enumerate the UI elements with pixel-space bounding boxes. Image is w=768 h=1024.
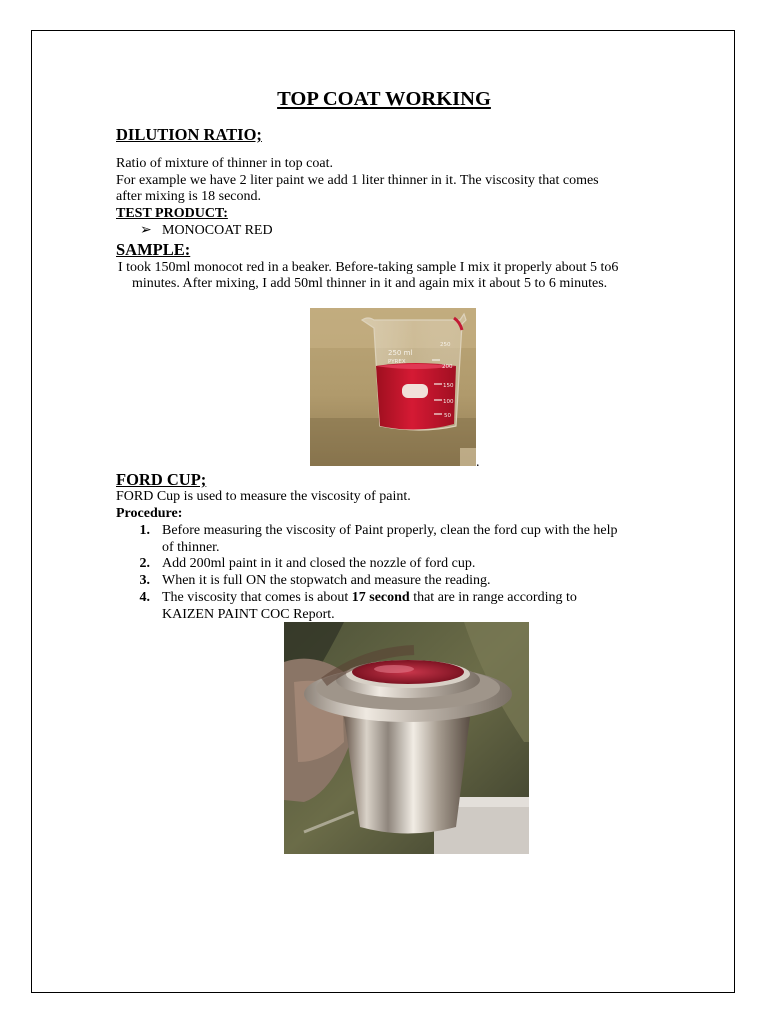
- beaker-mark-150: 150: [443, 383, 454, 389]
- step-text-cont: of thinner.: [162, 539, 220, 555]
- step-number: 1.: [139, 523, 150, 538]
- beaker-mark-200: 200: [442, 364, 453, 370]
- dilution-heading: DILUTION RATIO;: [116, 125, 262, 144]
- sample-text-2: minutes. After mixing, I add 50ml thinner in it and again mix it about 5 to 6 minutes.: [132, 276, 608, 291]
- beaker-mark-100: 100: [443, 399, 454, 405]
- step-text: The viscosity that comes is about 17 second that are in range according to: [162, 590, 577, 605]
- beaker-mark-250: 250: [440, 342, 451, 348]
- beaker-capacity-mark: 250 ml: [388, 349, 413, 357]
- procedure-label: Procedure:: [116, 506, 183, 521]
- dilution-text-1: Ratio of mixture of thinner in top coat.: [116, 156, 333, 171]
- step-number: 3.: [139, 573, 150, 588]
- sample-heading: SAMPLE:: [116, 240, 191, 259]
- step-number: 2.: [139, 556, 150, 571]
- photo-trailing-mark: .: [476, 455, 480, 470]
- bullet-arrow-icon: ➢: [140, 223, 152, 238]
- beaker-mark-50: 50: [444, 413, 451, 419]
- page-title: TOP COAT WORKING: [277, 88, 491, 110]
- ford-cup-photo: [284, 622, 529, 854]
- beaker-brand-mark: PYREX: [388, 359, 406, 365]
- step-text: When it is full ON the stopwatch and measure the reading.: [162, 573, 491, 588]
- viscosity-value: 17 second: [351, 590, 410, 605]
- beaker-photo: [310, 308, 476, 466]
- dilution-text-2b: after mixing is 18 second.: [116, 189, 262, 204]
- step-number: 4.: [139, 590, 150, 605]
- step-text: Add 200ml paint in it and closed the nozzle of ford cup.: [162, 556, 476, 571]
- sample-text-1: I took 150ml monocot red in a beaker. Before-taking sample I mix it properly about 5 to6: [118, 260, 619, 275]
- test-product-item: MONOCOAT RED: [162, 223, 273, 238]
- dilution-text-2a: For example we have 2 liter paint we add 1 liter thinner in it. The viscosity that comes: [116, 173, 599, 188]
- ford-cup-intro: FORD Cup is used to measure the viscosity of paint.: [116, 489, 411, 504]
- step-text: Before measuring the viscosity of Paint properly, clean the ford cup with the help: [162, 523, 618, 538]
- ford-cup-heading: FORD CUP;: [116, 470, 207, 489]
- test-product-heading: TEST PRODUCT:: [116, 206, 228, 221]
- step-text-cont: KAIZEN PAINT COC Report.: [162, 606, 335, 622]
